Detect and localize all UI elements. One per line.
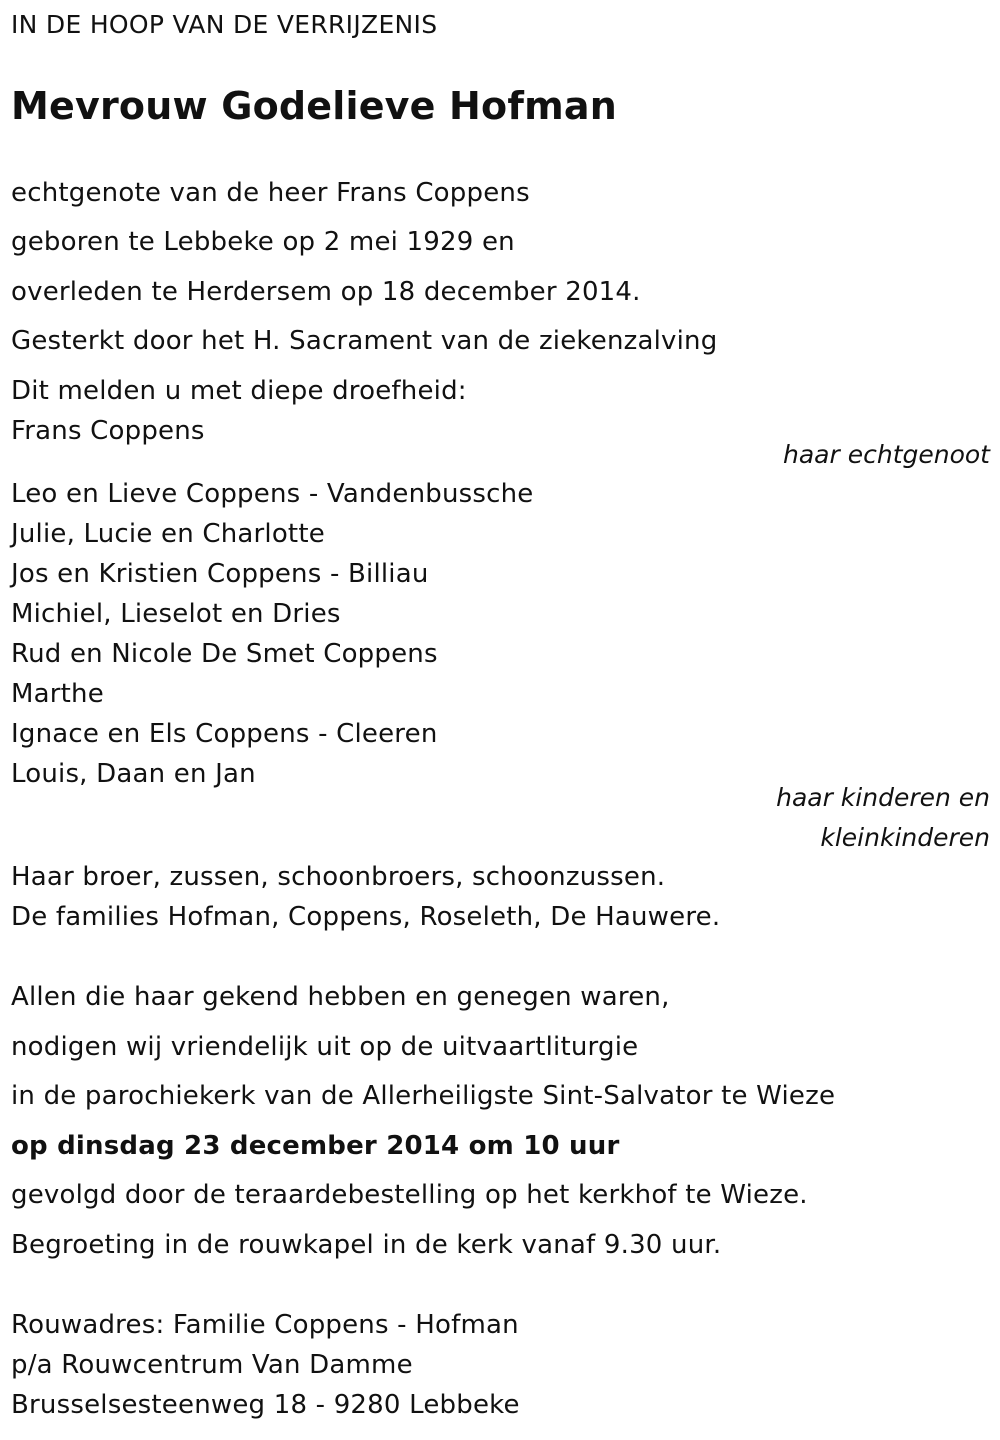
children-relation-note: kleinkinderen (820, 823, 990, 852)
after-line: gevolgd door de teraardebestelling op het kerkhof te Wieze. (11, 1180, 808, 1210)
children-line: Julie, Lucie en Charlotte (11, 519, 325, 549)
funeral-date: op dinsdag 23 december 2014 om 10 uur (11, 1131, 620, 1161)
invitation-line: in de parochiekerk van de Allerheiligste Sint-Salvator te Wieze (11, 1081, 836, 1111)
intro-line: geboren te Lebbeke op 2 mei 1929 en (11, 227, 515, 257)
intro-line: Dit melden u met diepe droefheid: (11, 376, 467, 406)
children-line: Leo en Lieve Coppens - Vandenbussche (11, 479, 534, 509)
children-line: Michiel, Lieselot en Dries (11, 599, 341, 629)
children-line: Marthe (11, 679, 104, 709)
children-line: Ignace en Els Coppens - Cleeren (11, 719, 438, 749)
intro-line: overleden te Herdersem op 18 december 2014. (11, 277, 641, 307)
spouse-relation-note: haar echtgenoot (783, 440, 990, 469)
deceased-name-title: Mevrouw Godelieve Hofman (11, 84, 617, 128)
children-line: Rud en Nicole De Smet Coppens (11, 639, 438, 669)
notice-header: IN DE HOOP VAN DE VERRIJZENIS (11, 10, 438, 39)
intro-line: Gesterkt door het H. Sacrament van de ziekenzalving (11, 326, 718, 356)
address-line: Rouwadres: Familie Coppens - Hofman (11, 1310, 519, 1340)
children-relation-note: haar kinderen en (776, 783, 990, 812)
children-line: Jos en Kristien Coppens - Billiau (11, 559, 429, 589)
address-line: Brusselsesteenweg 18 - 9280 Lebbeke (11, 1390, 520, 1420)
invitation-line: Allen die haar gekend hebben en genegen waren, (11, 982, 670, 1012)
children-line: Louis, Daan en Jan (11, 759, 256, 789)
after-line: Begroeting in de rouwkapel in de kerk vanaf 9.30 uur. (11, 1230, 722, 1260)
invitation-line: nodigen wij vriendelijk uit op de uitvaartliturgie (11, 1032, 639, 1062)
family-line: Haar broer, zussen, schoonbroers, schoonzussen. (11, 862, 666, 892)
intro-line: echtgenote van de heer Frans Coppens (11, 178, 530, 208)
family-line: De families Hofman, Coppens, Roseleth, De Hauwere. (11, 902, 721, 932)
spouse-name: Frans Coppens (11, 416, 205, 446)
address-line: p/a Rouwcentrum Van Damme (11, 1350, 413, 1380)
